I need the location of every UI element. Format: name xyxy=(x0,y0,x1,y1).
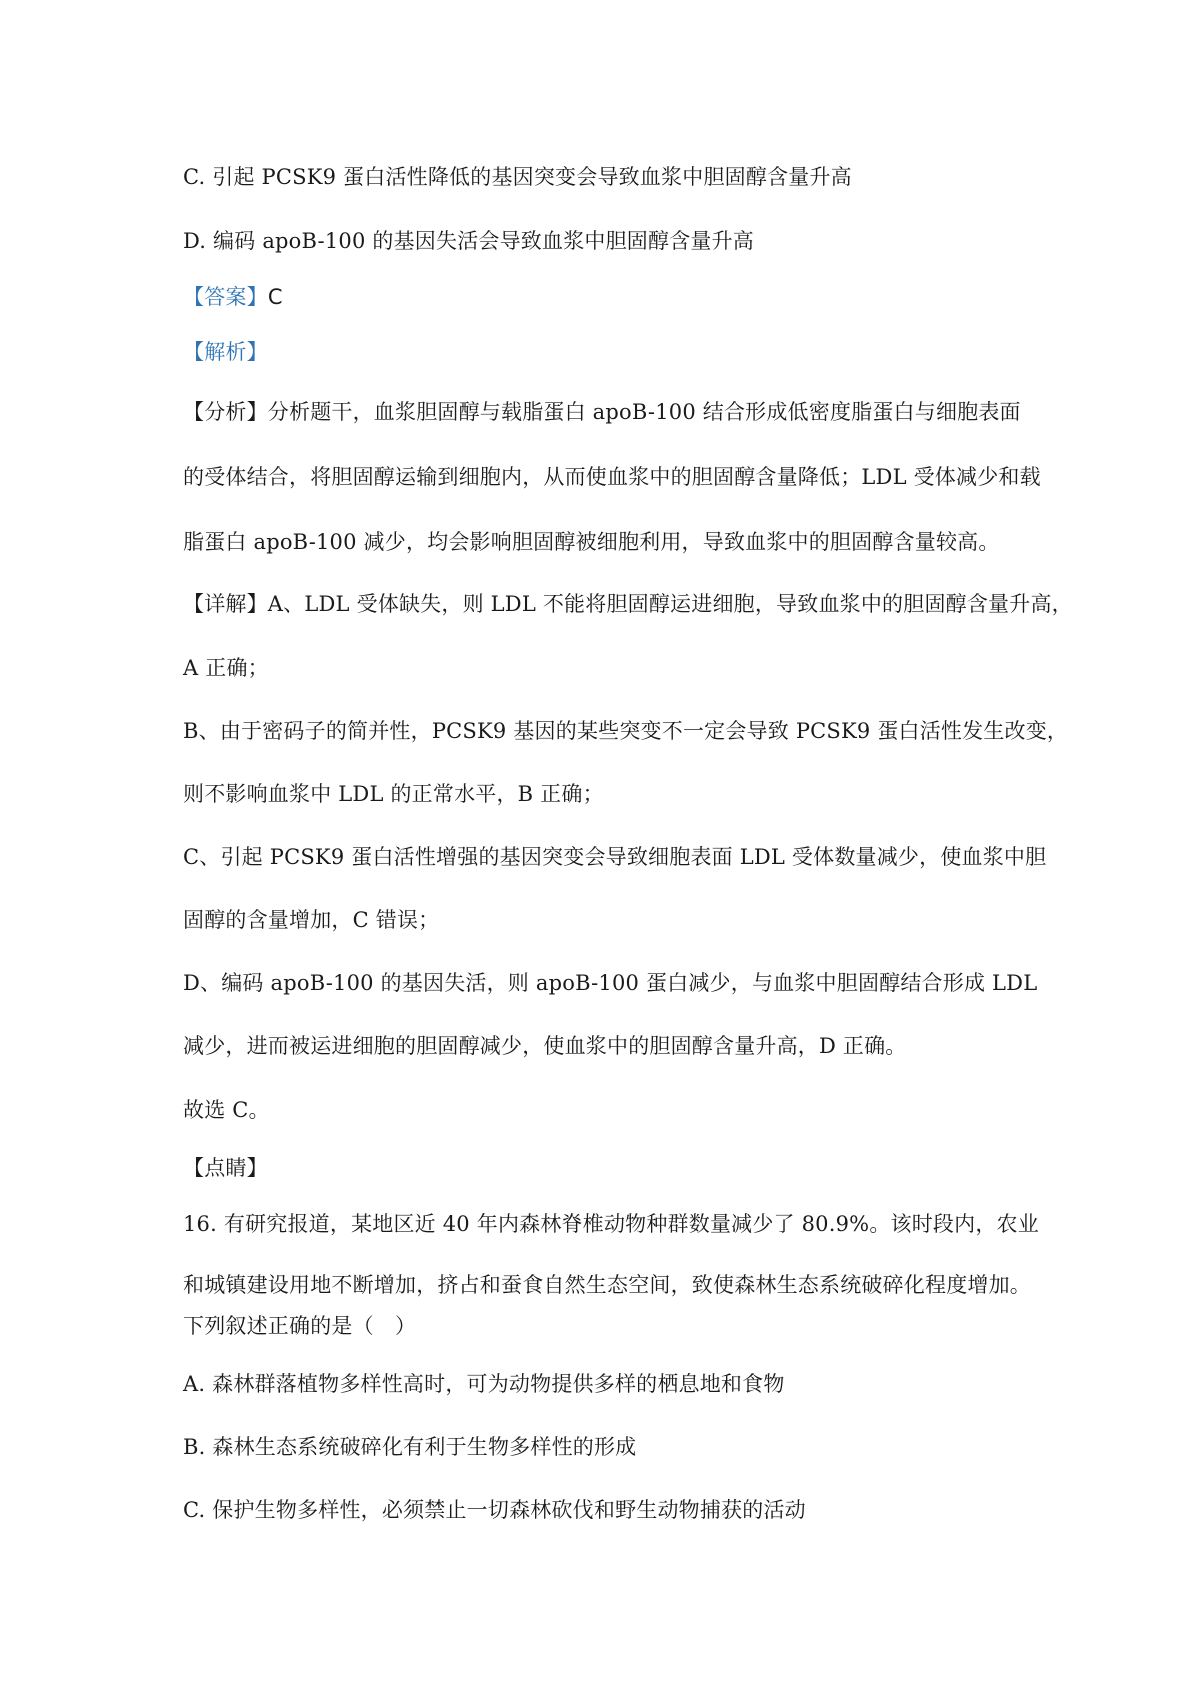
answer-value: C xyxy=(267,285,283,309)
xiangjie-line-7: D、编码 apoB-100 的基因失活，则 apoB-100 蛋白减少，与血浆中胆固醇结合形成 LDL xyxy=(183,971,1038,995)
fenxi-line-1: 【分析】分析题干，血浆胆固醇与载脂蛋白 apoB-100 结合形成低密度脂蛋白与细胞表面 xyxy=(183,400,1021,424)
xiangjie-line-2: A 正确； xyxy=(183,656,269,680)
q15-option-c: C. 引起 PCSK9 蛋白活性降低的基因突变会导致血浆中胆固醇含量升高 xyxy=(183,165,852,189)
q15-answer xyxy=(183,283,283,311)
q16-option-b: B. 森林生态系统破碎化有利于生物多样性的形成 xyxy=(183,1435,637,1459)
xiangjie-line-6: 固醇的含量增加，C 错误； xyxy=(183,908,440,932)
xiangjie-line-9: 故选 C。 xyxy=(183,1098,270,1122)
dianjing-label: 【点睛】 xyxy=(183,1156,268,1180)
answer-label: 【答案】 xyxy=(183,285,268,309)
fenxi-line-3: 脂蛋白 apoB-100 减少，均会影响胆固醇被细胞利用，导致血浆中的胆固醇含量较高。 xyxy=(183,530,1000,554)
q16-stem-line-1: 16. 有研究报道，某地区近 40 年内森林脊椎动物种群数量减少了 80.9%。该时段内，农业 xyxy=(183,1212,1039,1236)
q16-option-c: C. 保护生物多样性，必须禁止一切森林砍伐和野生动物捕获的活动 xyxy=(183,1498,806,1522)
analysis-label: 【解析】 xyxy=(183,340,268,364)
q16-option-a: A. 森林群落植物多样性高时，可为动物提供多样的栖息地和食物 xyxy=(183,1372,785,1396)
q15-option-d: D. 编码 apoB-100 的基因失活会导致血浆中胆固醇含量升高 xyxy=(183,229,754,253)
xiangjie-line-8: 减少，进而被运进细胞的胆固醇减少，使血浆中的胆固醇含量升高，D 正确。 xyxy=(183,1034,907,1058)
xiangjie-line-1: 【详解】A、LDL 受体缺失，则 LDL 不能将胆固醇运进细胞，导致血浆中的胆固醇含量升高， xyxy=(183,592,1073,616)
xiangjie-line-4: 则不影响血浆中 LDL 的正常水平，B 正确； xyxy=(183,782,604,806)
q16-stem-line-3: 下列叙述正确的是（ ） xyxy=(183,1314,417,1338)
xiangjie-line-3: B、由于密码子的简并性，PCSK9 基因的某些突变不一定会导致 PCSK9 蛋白活性发生改变， xyxy=(183,719,1069,743)
q16-stem-line-2: 和城镇建设用地不断增加，挤占和蚕食自然生态空间，致使森林生态系统破碎化程度增加。 xyxy=(183,1273,1031,1297)
xiangjie-line-5: C、引起 PCSK9 蛋白活性增强的基因突变会导致细胞表面 LDL 受体数量减少，使血浆中胆 xyxy=(183,845,1047,869)
fenxi-line-2: 的受体结合，将胆固醇运输到细胞内，从而使血浆中的胆固醇含量降低；LDL 受体减少和载 xyxy=(183,465,1041,489)
